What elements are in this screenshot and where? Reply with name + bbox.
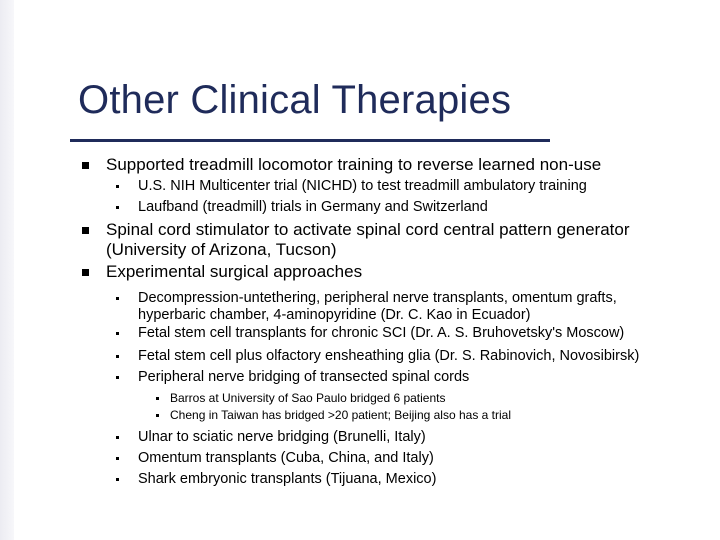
sub-bullet-text: Omentum transplants (Cuba, China, and Italy) [138, 450, 434, 466]
sub-sub-bullet-icon [156, 397, 159, 400]
sub-bullet-icon [116, 355, 119, 358]
sub-bullet-icon [116, 478, 119, 481]
slide-left-bar [0, 0, 14, 540]
bullet-square-icon [82, 269, 89, 276]
sub-bullet-icon [116, 185, 119, 188]
sub-bullet-icon [116, 332, 119, 335]
bullet-square-icon [82, 227, 89, 234]
sub-bullet-icon [116, 436, 119, 439]
sub-bullet-text-cont: hyperbaric chamber, 4-aminopyridine (Dr. C. Kao in Ecuador) [138, 307, 531, 323]
title-underline [70, 139, 550, 142]
sub-bullet-icon [116, 297, 119, 300]
sub-bullet-text: Laufband (treadmill) trials in Germany and Switzerland [138, 199, 488, 215]
sub-bullet-icon [116, 376, 119, 379]
sub-sub-bullet-text: Cheng in Taiwan has bridged >20 patient; Beijing also has a trial [170, 408, 512, 422]
sub-bullet-text: Fetal stem cell transplants for chronic SCI (Dr. A. S. Bruhovetsky's Moscow) [138, 325, 625, 341]
sub-bullet-icon [116, 457, 119, 460]
sub-bullet-text: Peripheral nerve bridging of transected spinal cords [138, 369, 470, 385]
bullet-text-cont: (University of Arizona, Tucson) [106, 240, 337, 259]
bullet-text: Supported treadmill locomotor training to reverse learned non-use [106, 155, 602, 174]
sub-sub-bullet-text: Barros at University of Sao Paulo bridged 6 patients [170, 391, 446, 405]
sub-bullet-text: Decompression-untethering, peripheral nerve transplants, omentum grafts, [138, 290, 617, 306]
sub-sub-bullet-icon [156, 414, 159, 417]
sub-bullet-text: Shark embryonic transplants (Tijuana, Mexico) [138, 471, 437, 487]
slide-title: Other Clinical Therapies [78, 78, 512, 122]
bullet-square-icon [82, 162, 89, 169]
bullet-text: Spinal cord stimulator to activate spinal cord central pattern generator [106, 220, 630, 239]
bullet-text: Experimental surgical approaches [106, 262, 363, 281]
sub-bullet-text: U.S. NIH Multicenter trial (NICHD) to test treadmill ambulatory training [138, 178, 587, 194]
sub-bullet-text: Fetal stem cell plus olfactory ensheathing glia (Dr. S. Rabinovich, Novosibirsk) [138, 348, 640, 364]
sub-bullet-text: Ulnar to sciatic nerve bridging (Brunelli, Italy) [138, 429, 426, 445]
sub-bullet-icon [116, 206, 119, 209]
